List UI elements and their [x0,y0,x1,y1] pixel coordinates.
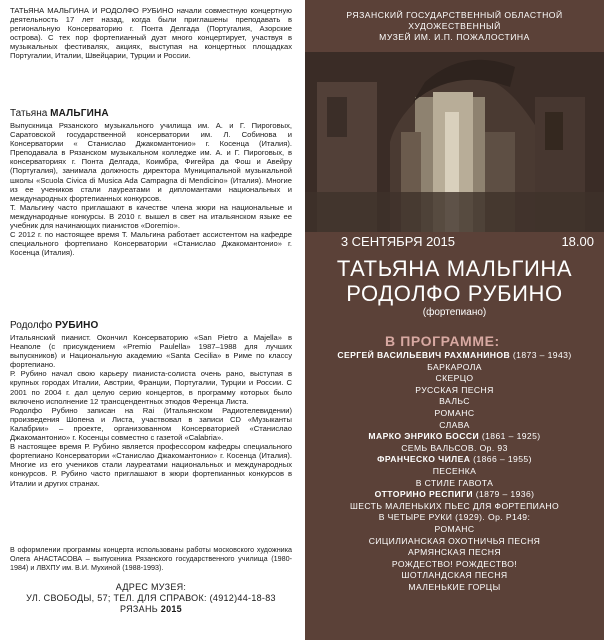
program-item: СЛАВА [439,419,470,430]
malgina-text-2: Т. Мальгину часто приглашают в качестве члена жюри на национальные и международные конкурсы. В 2010 г. вышел в свет на итальянском языке ее учебник для начинающих пианистов «Doremio». [10,202,292,231]
composer-dates: (1866 – 1955) [473,454,532,465]
rubino-text-4: В настоящее время Р. Рубино является профессором кафедры специального фортепиано Консерватории «Станислао Джакомантонио» г. Косенца (Италия). Многие из его учеников стали лауреатами национальных и международных конкурсов. Р. Рубино часто приглашают в жюри фортепианных конкурсов в Италии и других странах. [10,442,292,488]
composer-dates: (1873 – 1943) [512,350,572,360]
biography-column [0,0,300,640]
program-item: ШЕСТЬ МАЛЕНЬКИХ ПЬЕС ДЛЯ ФОРТЕПИАНО [349,500,560,511]
concert-date: 3 СЕНТЯБРЯ 2015 [340,234,455,249]
composer-bossi [305,431,604,443]
rubino-text-2: Р. Рубино начал свою карьеру пианиста-солиста очень рано, выступая в крупных городах Италии, Австрии, Франции, Португалии, Турции и России. С 2001 по 2004 г. дал целую серию концертов, в программу которых было включено исполнение 12 трансцендентных этюдов Ференца Листа. [10,369,292,406]
rubino-heading [10,320,292,331]
program-item: СИЦИЛИАНСКАЯ ОХОТНИЧЬЯ ПЕСНЯ [368,535,541,546]
intro-block [10,6,292,61]
program-panel [305,0,604,640]
composer-respighi [305,489,604,501]
program-item: РУССКАЯ ПЕСНЯ [415,384,494,395]
city: РЯЗАНЬ [120,604,158,614]
program-title: В ПРОГРАММЕ: [385,333,500,349]
malgina-text-1: Выпускница Рязанского музыкального училища им. А. и Г. Пироговых, Саратовской государственной консерватории им. Л. Собинова и Консерватории « Станислао Джакомантонио» г. Косенца (Италия). Преподавала в Рязанском музыкальном колледже им. А. и Г. Пироговых, в консерваториях г. Понта Делгада, Коимбра, Фигейра да Фош и Авейру (Португалия), занимала должность директора Муниципальной музыкальной школы «Scuola Civica di Musica Ada Campagna di Mendicino» (Италия). Многие из ее учеников стали лауреатами и дипломантами национальных и международных фортепианных конкурсов. [10,121,292,203]
program-list [305,350,604,593]
date-time-bar [305,232,604,250]
malgina-bio [10,108,292,257]
program-item: СКЕРЦО [435,373,474,384]
malgina-last-name: МАЛЬГИНА [50,108,109,119]
program-item: СЕМЬ ВАЛЬСОВ. Op. 93 [401,442,508,453]
museum-header [305,10,604,43]
program-item: ВАЛЬС [439,396,470,407]
program-item: ПЕСЕНКА [432,465,477,476]
address-line: УЛ. СВОБОДЫ, 57; ТЕЛ. ДЛЯ СПРАВОК: (4912)44-18-83 [26,593,276,603]
program-item: В ЧЕТЫРЕ РУКИ (1929). Op. P149: [378,512,531,523]
program-item: МАЛЕНЬКИЕ ГОРЦЫ [408,581,501,592]
design-credits: В оформлении программы концерта использованы работы московского художника Олега АНАСТАСОВА – выпускника Рязанского государственного училища (1980-1984) и ЛВХПУ им. В.И. Мухиной (1988-1993). [10,545,292,572]
city-year [10,604,292,615]
program-item: ШОТЛАНДСКАЯ ПЕСНЯ [401,570,508,581]
malgina-text-3: С 2012 г. по настоящее время Т. Мальгина работает ассистентом на кафедре специального фортепиано Консерватории «Станислао Джакомантонио» г. Косенца (Италия). [10,230,292,258]
program-item: АРМЯНСКАЯ ПЕСНЯ [407,547,501,558]
program-item: РОМАНС [434,523,475,534]
painting-alley-archway [305,42,604,232]
address-title: АДРЕС МУЗЕЯ: [115,582,187,592]
composer-dates: (1861 – 1925) [481,431,541,442]
concert-time: 18.00 [561,234,594,249]
composer-name: СЕРГЕЙ ВАСИЛЬЕВИЧ РАХМАНИНОВ [337,350,511,360]
malgina-first-name: Татьяна [10,108,48,119]
performer-name-2: РОДОЛФО РУБИНО [346,281,563,306]
performer-name-1: ТАТЬЯНА МАЛЬГИНА [336,256,573,281]
rubino-bio [10,320,292,488]
museum-address [10,582,292,615]
rubino-first-name: Родолфо [10,320,53,331]
intro-text: ТАТЬЯНА МАЛЬГИНА И РОДОЛФО РУБИНО начали совместную концертную деятельность 17 лет назад, когда были приглашены преподавать в региональную Консерваторию г. Понта Делгада (Португалия, Азорские острова). С тех пор фортепианный дуэт много концертирует, участвуя в музыкальных фестивалях, акциях, выступая на концертных площадках Португалии, Италии, Швейцарии, Турции и России. [10,6,292,61]
composer-cilea [305,454,604,466]
museum-line-2: МУЗЕЙ ИМ. И.П. ПОЖАЛОСТИНА [379,32,530,42]
composer-name: ОТТОРИНО РЕСПИГИ [374,489,473,500]
rubino-text-3: Родолфо Рубино записан на Rai (Итальянском Радиотелевидении) произведения Шопена и Листа, участвовал в записи CD «Музыканты Калабрии» – проекте, организованном Консерваторией «Станислао Джакомантонио» г. Косенцы совместно с газетой «Calabria». [10,405,292,443]
composer-rachmaninov [305,350,604,362]
program-item: РОМАНС [434,407,475,418]
rubino-last-name: РУБИНО [55,320,99,331]
composer-name: МАРКО ЭНРИКО БОССИ [368,431,480,442]
program-item: БАРКАРОЛА [427,361,482,372]
museum-line-1: РЯЗАНСКИЙ ГОСУДАРСТВЕННЫЙ ОБЛАСТНОЙ ХУДОЖЕСТВЕННЫЙ [346,10,563,31]
instrument-label: (фортепиано) [422,307,487,318]
year: 2015 [160,604,182,614]
rubino-text-1: Итальянский пианист. Окончил Консерваторию «San Pietro a Majella» в Неаполе (с присуждением «Premio Paulella» 1987–1988 для лучших выпускников) и Национальную академию «Santa Cecilia» в Риме по классу фортепиано. [10,333,292,370]
program-item: В СТИЛЕ ГАВОТА [415,477,494,488]
credits-block [10,546,292,572]
program-item: РОЖДЕСТВО! РОЖДЕСТВО! [391,558,518,569]
malgina-heading [10,108,292,119]
composer-dates: (1879 – 1936) [475,489,535,500]
composer-name: ФРАНЧЕСКО ЧИЛЕА [377,454,471,465]
